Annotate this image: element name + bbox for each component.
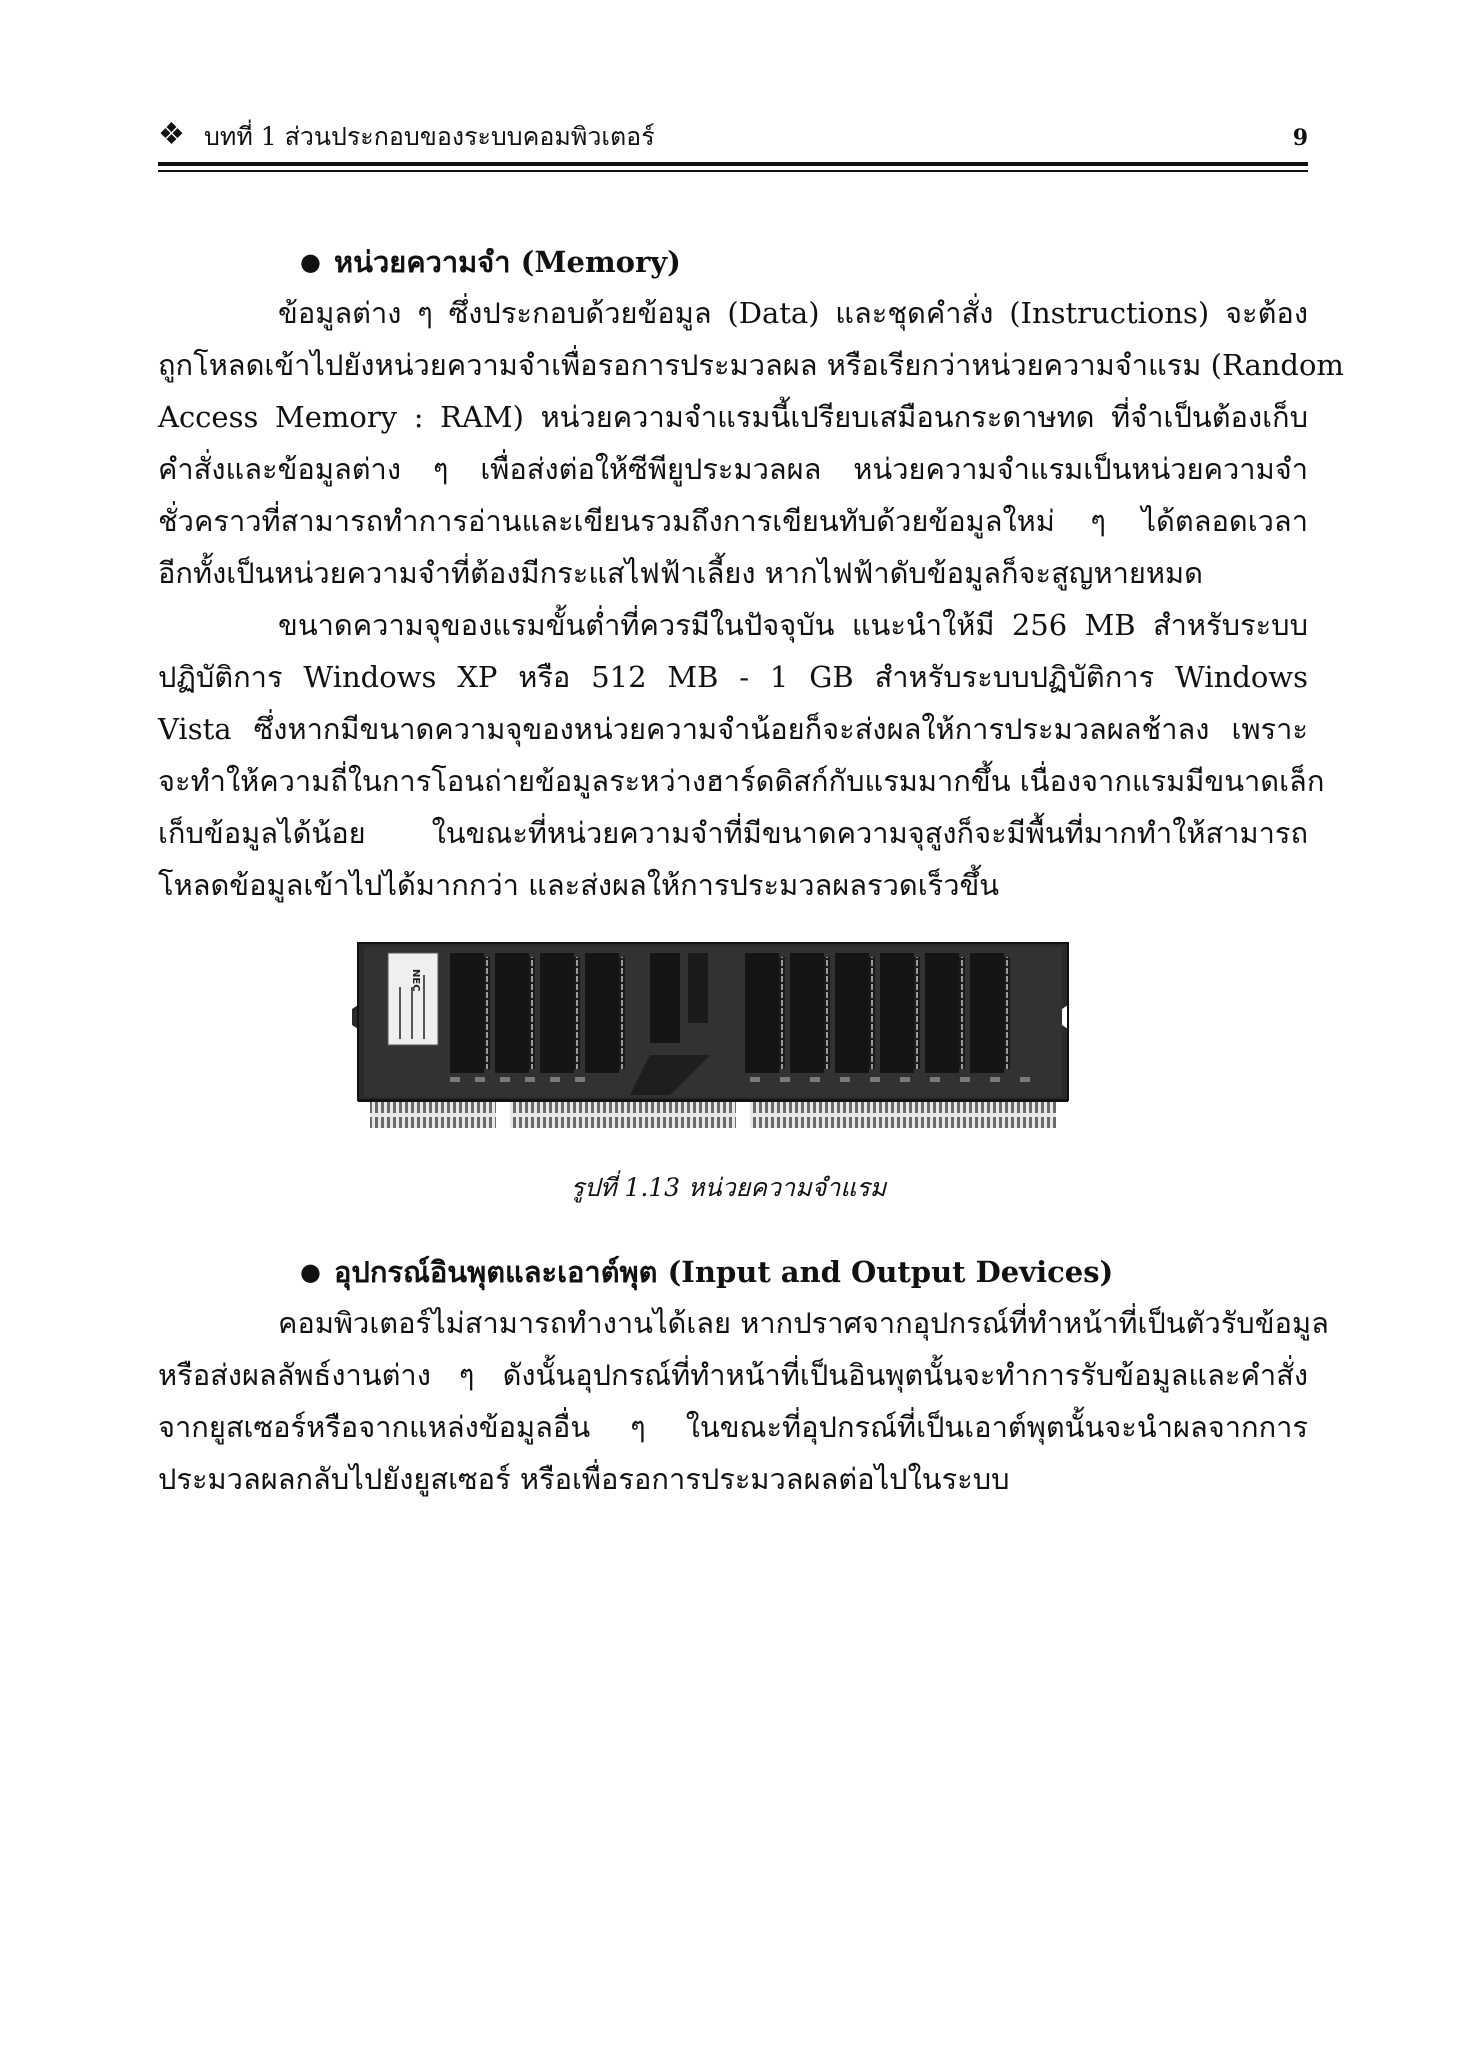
header-rule-thick — [158, 162, 1308, 166]
paragraph-line: Vista ซึ่งหากมีขนาดความจุของหน่วยความจำน้อยก็จะส่งผลให้การประมวลผลช้าลง เพราะ — [158, 712, 1308, 746]
figure-caption: รูปที่ 1.13 หน่วยความจำแรม — [570, 1173, 887, 1202]
paragraph-line: ขนาดความจุของแรมขั้นต่ำที่ควรมีในปัจจุบัน แนะนำให้มี 256 MB สำหรับระบบ — [278, 608, 1308, 642]
paragraph-line: คอมพิวเตอร์ไม่สามารถทำงานได้เลย หากปราศจากอุปกรณ์ที่ทำหน้าที่เป็นตัวรับข้อมูล — [278, 1306, 1329, 1340]
chapter-title: บทที่ 1 ส่วนประกอบของระบบคอมพิวเตอร์ — [204, 122, 655, 151]
pin-row-right — [750, 1100, 1056, 1128]
paragraph-line: คำสั่งและข้อมูลต่าง ๆ เพื่อส่งต่อให้ซีพียูประมวลผล หน่วยความจำแรมเป็นหน่วยความจำ — [158, 452, 1308, 486]
paragraph-line: เก็บข้อมูลได้น้อย ในขณะที่หน่วยความจำที่มีขนาดความจุสูงก็จะมีพื้นที่มากทำให้สามารถ — [158, 816, 1308, 850]
paragraph-line: ชั่วคราวที่สามารถทำการอ่านและเขียนรวมถึงการเขียนทับด้วยข้อมูลใหม่ ๆ ได้ตลอดเวลา — [158, 504, 1308, 538]
diamond-ornament-icon: ❖ — [158, 117, 185, 152]
bullet-icon: ● — [300, 247, 321, 276]
paragraph-line: ถูกโหลดเข้าไปยังหน่วยความจำเพื่อรอการประมวลผล หรือเรียกว่าหน่วยความจำแรม (Random — [158, 348, 1344, 382]
page-header — [158, 118, 1308, 158]
pin-row-middle — [510, 1100, 736, 1128]
header-rule-thin — [158, 170, 1308, 172]
page-number: 9 — [1292, 125, 1308, 151]
section-heading-memory: ● หน่วยความจำ (Memory) — [300, 245, 681, 279]
chip-label: NEC — [410, 969, 421, 992]
paragraph-line: ประมวลผลกลับไปยังยูสเซอร์ หรือเพื่อรอการประมวลผลต่อไปในระบบ — [158, 1462, 1010, 1496]
paragraph-line: อีกทั้งเป็นหน่วยความจำที่ต้องมีกระแสไฟฟ้าเลี้ยง หากไฟฟ้าดับข้อมูลก็จะสูญหายหมด — [158, 556, 1203, 590]
paragraph-line: จากยูสเซอร์หรือจากแหล่งข้อมูลอื่น ๆ ในขณะที่อุปกรณ์ที่เป็นเอาต์พุตนั้นจะนำผลจากการ — [158, 1410, 1308, 1444]
pin-row-left — [370, 1100, 496, 1128]
paragraph-line: Access Memory : RAM) หน่วยความจำแรมนี้เปรียบเสมือนกระดาษทด ที่จำเป็นต้องเก็บ — [158, 400, 1308, 434]
ram-module-image — [350, 935, 1076, 1135]
section-heading-io: ● อุปกรณ์อินพุตและเอาต์พุต (Input and Output Devices) — [300, 1255, 1114, 1289]
paragraph-line: โหลดข้อมูลเข้าไปได้มากกว่า และส่งผลให้การประมวลผลรวดเร็วขึ้น — [158, 868, 1000, 902]
paragraph-line: ปฏิบัติการ Windows XP หรือ 512 MB - 1 GB สำหรับระบบปฏิบัติการ Windows — [158, 660, 1308, 694]
paragraph-line: หรือส่งผลลัพธ์งานต่าง ๆ ดังนั้นอุปกรณ์ที่ทำหน้าที่เป็นอินพุตนั้นจะทำการรับข้อมูลและคำสั่ง — [158, 1358, 1308, 1392]
bullet-icon: ● — [300, 1257, 321, 1286]
paragraph-line: ข้อมูลต่าง ๆ ซึ่งประกอบด้วยข้อมูล (Data) และชุดคำสั่ง (Instructions) จะต้อง — [278, 296, 1308, 330]
paragraph-line: จะทำให้ความถี่ในการโอนถ่ายข้อมูลระหว่างฮาร์ดดิสก์กับแรมมากขึ้น เนื่องจากแรมมีขนาดเล็ก — [158, 764, 1325, 798]
